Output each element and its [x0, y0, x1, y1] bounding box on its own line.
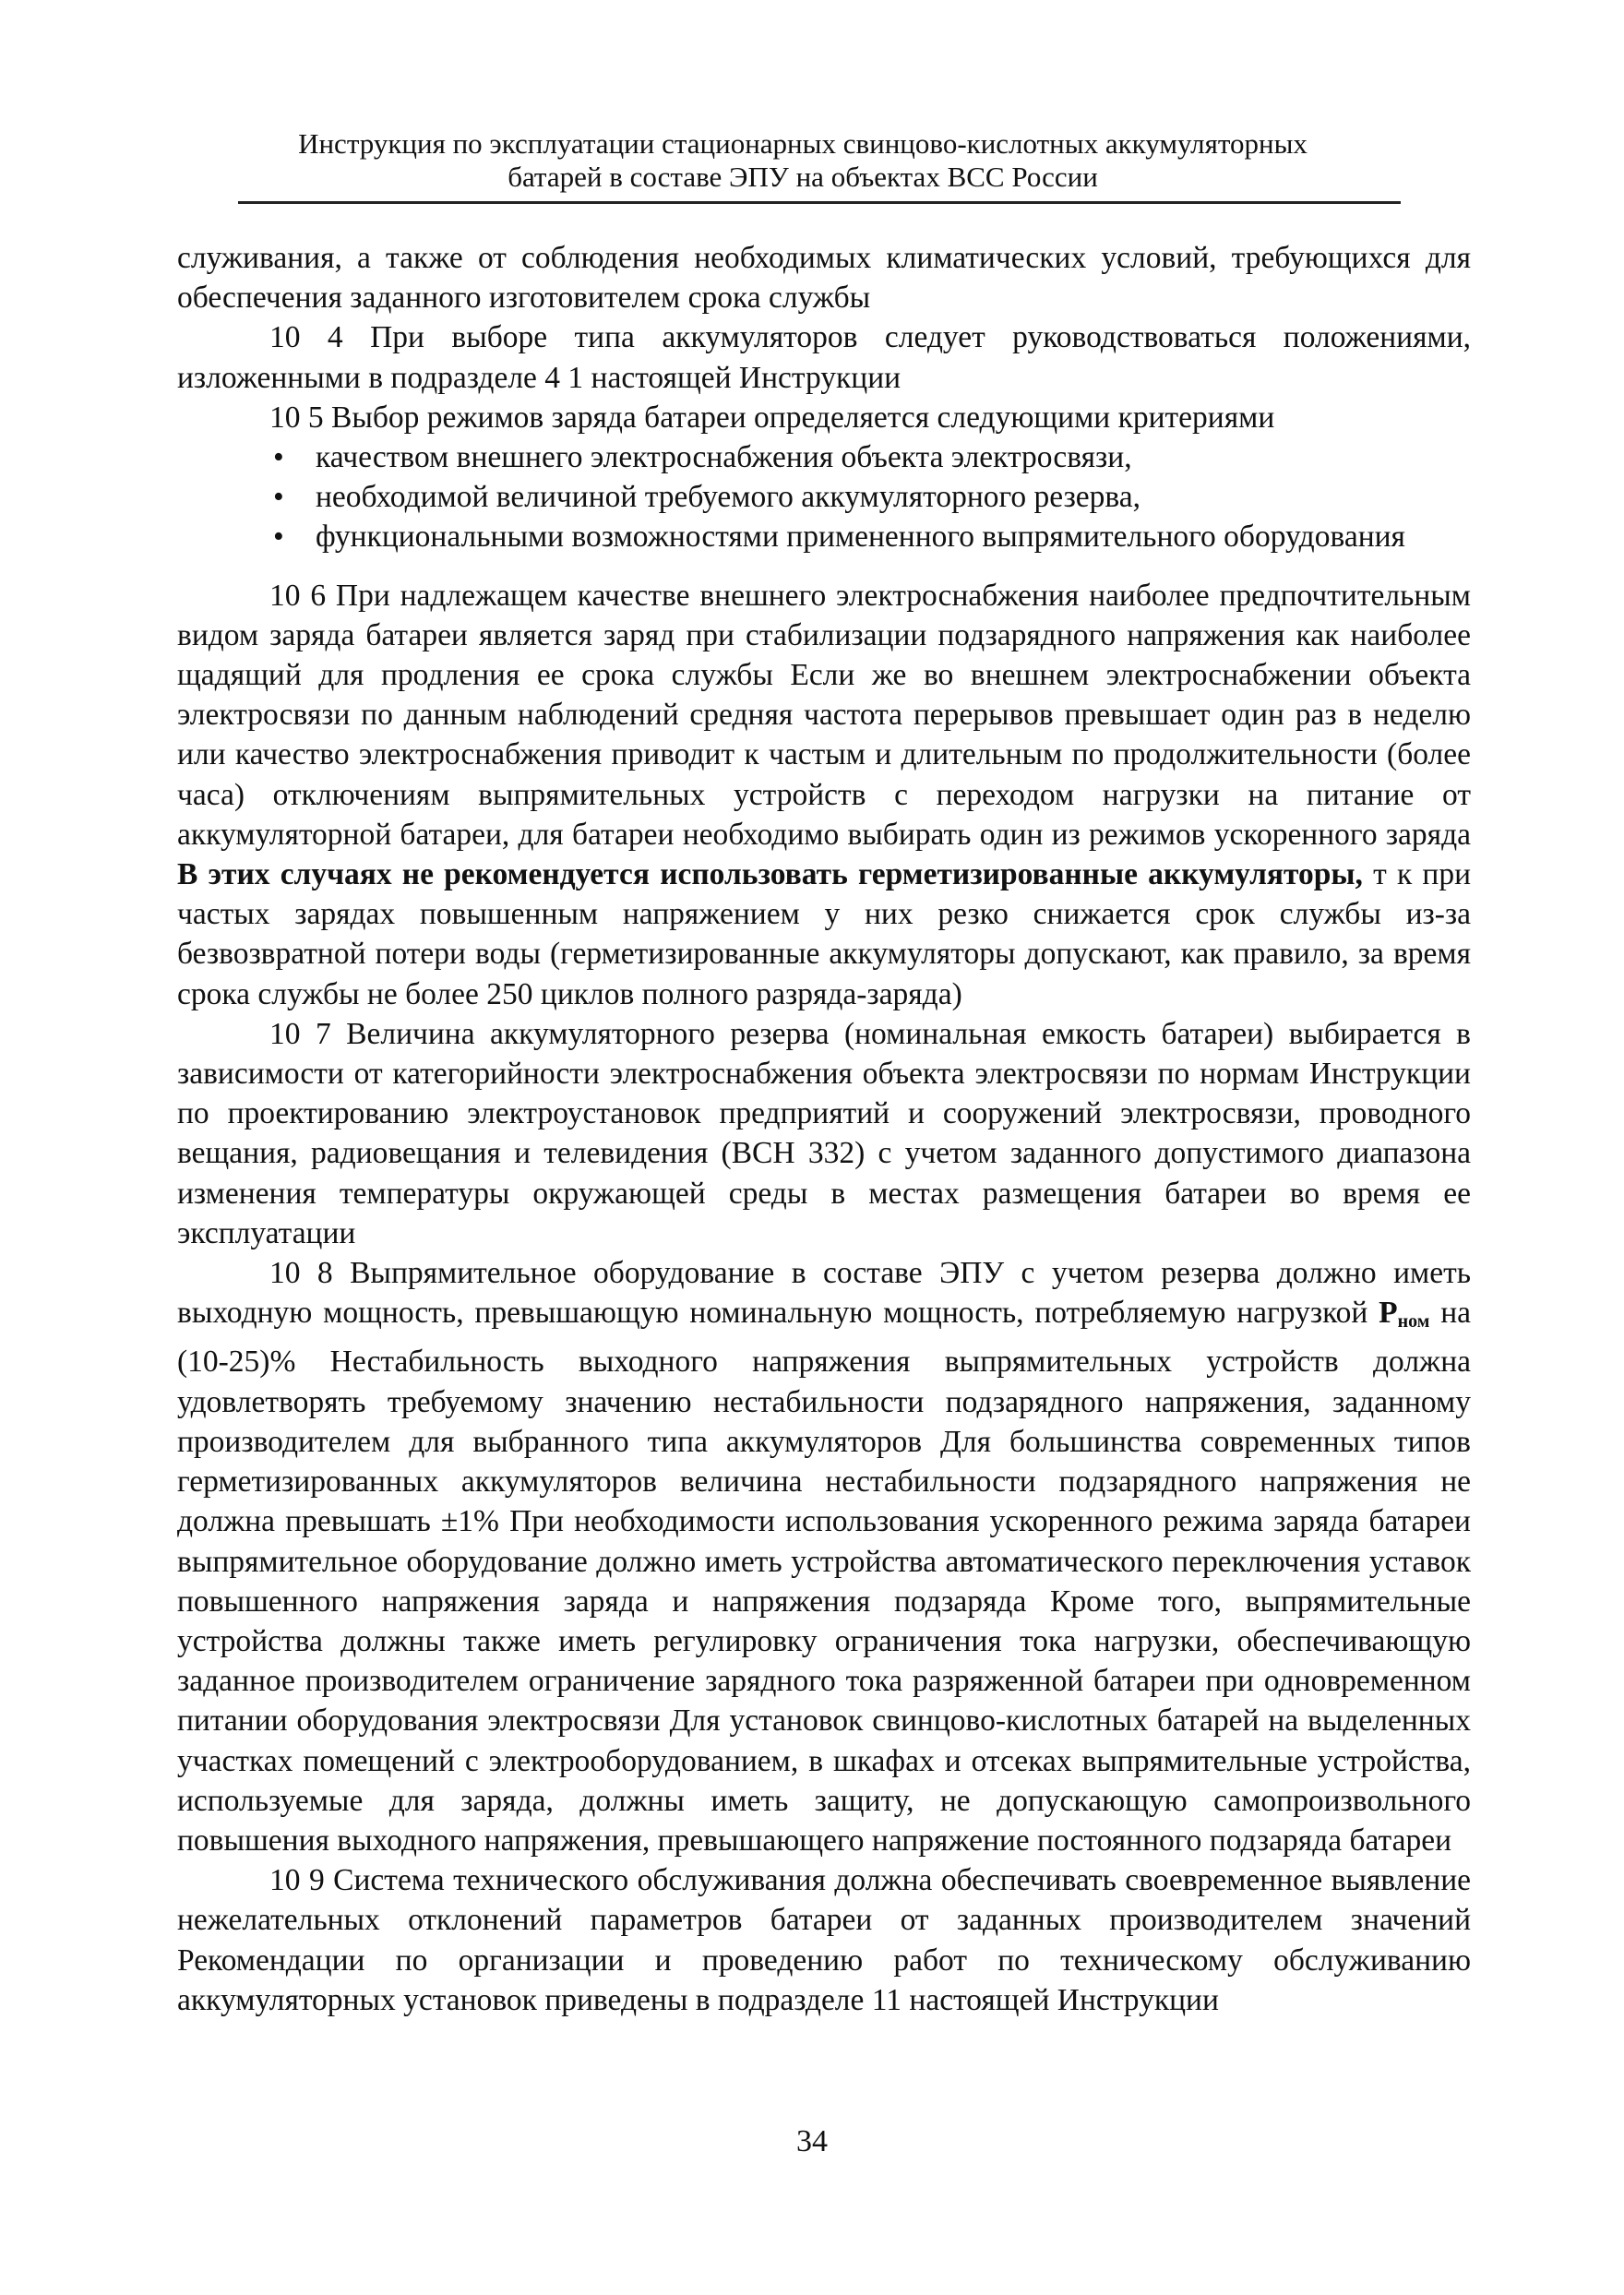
paragraph-10-8-part2: на (10-25)% Нестабильность выходного напряжения выпрямительных устройств должна удовлетворять требуемому значению нестабильности подзарядного напряжения, заданному производителем для выбранного типа аккумуляторов Для большинства современных типов герметизированных аккумуляторов величина нестабильности подзарядного напряжения не должна превышать ±1% При необходимости использования ускоренного режима заряда батареи выпрямительное оборудование должно иметь устройства автоматического переключения уставок повышенного напряжения заряда и напряжения подзаряда Кроме того, выпрямительные устройства должны также иметь регулировку ограничения тока нагрузки, обеспечивающую заданное производителем ограничение зарядного тока разряженной батареи при одновременном питании оборудования электросвязи Для установок свинцово-кислотных батарей на выделенных участках помещений с электрооборудованием, в шкафах и отсеках выпрямительные устройства, используемые для заряда, должны иметь защиту, не допускающую самопроизвольного повышения выходного напряжения, превышающего напряжение постоянного подзаряда батареи [177, 1296, 1472, 1858]
paragraph-10-6 [177, 576, 1471, 1014]
criteria-list [177, 437, 1471, 557]
running-header [185, 127, 1421, 194]
paragraph-10-8-part1: 10 8 Выпрямительное оборудование в составе ЭПУ с учетом резерва должно иметь выходную мощность, превышающую номинальную мощность, потребляемую нагрузкой [177, 1256, 1471, 1331]
header-line-2: батарей в составе ЭПУ на объектах ВСС России [508, 161, 1098, 193]
paragraph-10-6-part1: 10 6 При надлежащем качестве внешнего электроснабжения наиболее предпочтительным видом заряда батареи является заряд при стабилизации подзарядного напряжения как наиболее щадящий для продления ее срока службы Если же во внешнем электроснабжении объекта электросвязи по данным наблюдений средняя частота перерывов превышает один раз в неделю или качество электроснабжения приводит к частым и длительным по продолжительности (более часа) отключениям выпрямительных устройств с переходом нагрузки на питание от аккумуляторной батареи, для батареи необходимо выбирать один из режимов ускоренного заряда [177, 578, 1471, 852]
paragraph-continuation: служивания, а также от соблюдения необходимых климатических условий, требующихся для обеспечения заданного изготовителем срока службы [177, 241, 1471, 316]
paragraph-10-8 [177, 1253, 1471, 1860]
list-item-text: качеством внешнего электроснабжения объекта электросвязи, [316, 440, 1132, 475]
paragraph-10-7: 10 7 Величина аккумуляторного резерва (номинальная емкость батареи) выбирается в зависимости от категорийности электроснабжения объекта электросвязи по нормам Инструкции по проектированию электроустановок предприятий и сооружений электросвязи, проводного вещания, радиовещания и телевидения (ВСН 332) с учетом заданного допустимого диапазона изменения температуры окружающей среды в местах размещения батареи во время ее эксплуатации [177, 1016, 1471, 1250]
header-divider [238, 201, 1401, 204]
page-number: 34 [796, 2124, 828, 2158]
body-text [177, 238, 1471, 2020]
paragraph-10-6-bold: В этих случаях не рекомендуется использовать герметизированные аккумуляторы, [177, 857, 1363, 892]
bullet-icon: • [273, 480, 284, 515]
list-item-text: необходимой величиной требуемого аккумуляторного резерва, [316, 480, 1141, 515]
header-line-1: Инструкция по эксплуатации стационарных свинцово-кислотных аккумуляторных [298, 127, 1308, 160]
list-item-text: функциональными возможностями примененного выпрямительного оборудования [316, 520, 1405, 555]
bullet-icon: • [273, 440, 284, 475]
paragraph-10-9: 10 9 Система технического обслуживания должна обеспечивать своевременное выявление нежелательных отклонений параметров батареи от заданных производителем значений Рекомендации по организации и проведению работ по техническому обслуживанию аккумуляторных установок приведены в подразделе 11 настоящей Инструкции [177, 1863, 1471, 2017]
paragraph-10-5: 10 5 Выбор режимов заряда батареи определяется следующими критериями [269, 400, 1275, 435]
power-subscript: ном [1397, 1311, 1430, 1333]
power-symbol: P [1379, 1296, 1398, 1331]
bullet-icon: • [273, 520, 284, 555]
paragraph-10-6-part2: т к при частых зарядах повышенным напряжением у них резко снижается срок службы из-за безвозвратной потери воды (герметизированные аккумуляторы допускают, как правило, за время срока службы не более 250 циклов полного разряда-заряда) [177, 857, 1472, 1011]
list-item [177, 477, 1471, 517]
list-item [177, 437, 1471, 477]
list-item [177, 517, 1471, 556]
paragraph-10-4: 10 4 При выборе типа аккумуляторов следует руководствоваться положениями, изложенными в подразделе 4 1 настоящей Инструкции [177, 320, 1471, 395]
